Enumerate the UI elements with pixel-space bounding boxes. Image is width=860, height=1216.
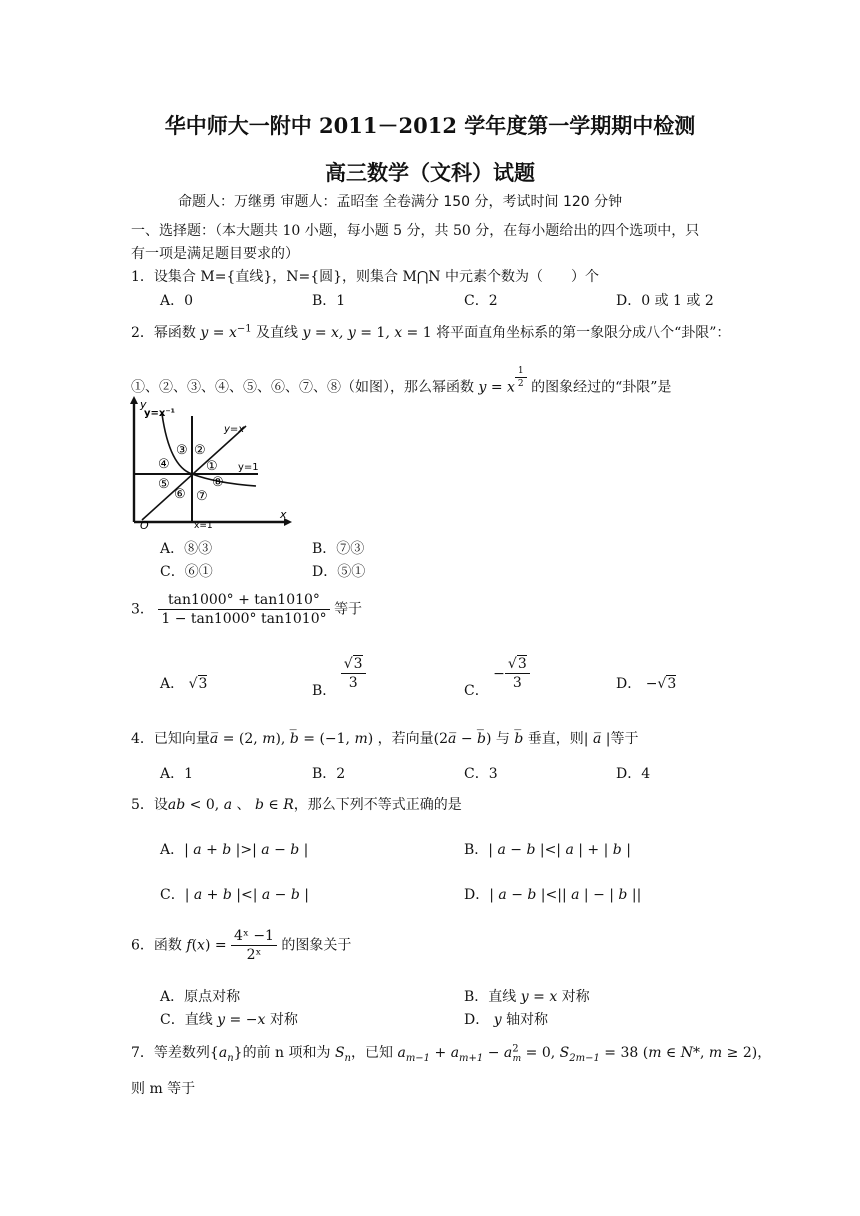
q4-option-a: A．1 — [160, 766, 194, 782]
q3-number: 3． — [131, 601, 154, 618]
region-8: ⑧ — [212, 475, 224, 490]
q6-option-a: A．原点对称 — [160, 989, 241, 1005]
q4-stem-part3: 与 — [495, 731, 510, 747]
q3-option-d-value: −√3 — [645, 676, 677, 692]
q5-stem-part2: ，那么下列不等式正确的是 — [293, 797, 462, 813]
q6-fraction — [231, 928, 277, 963]
region-6: ⑥ — [174, 487, 186, 502]
q3-option-c-value: $\frac{√3}{3}$ — [505, 656, 530, 691]
q4-stem-part2: ，若向量 — [377, 731, 434, 747]
region-2: ② — [194, 443, 206, 458]
label-x-1: x=1 — [194, 521, 213, 530]
q2-formula-lines: y = x, y = — [302, 325, 377, 341]
q6-option-b: B．直线 y = x 对称 — [464, 989, 590, 1005]
q1-stem: 1．设集合 M={直线}，N={圆}，则集合 M⋂N 中元素个数为（ ）个 — [131, 269, 600, 285]
q3-option-b — [312, 656, 366, 699]
q7-stem-line2: 则 m 等于 — [131, 1081, 196, 1097]
label-x-axis: x — [280, 508, 287, 521]
q4-option-b: B．2 — [312, 766, 346, 782]
q5-option-d — [464, 884, 641, 904]
q2-octant-figure — [128, 396, 294, 530]
q2-stem-part1: 2．幂函数 — [131, 325, 196, 341]
section-heading: 一、选择题：（本大题共 10 小题，每小题 5 分，共 50 分，在每小题给出的四个选项中，只 — [131, 223, 700, 239]
q6-function: f — [186, 937, 192, 954]
q3-option-c: C． − $\frac{√3}{3}$ — [464, 656, 530, 691]
q6-option-d: D． y 轴对称 — [464, 1012, 549, 1028]
q5-option-d-value: | a − b |<|| a | − | b || — [489, 887, 642, 903]
region-4: ④ — [158, 457, 170, 472]
label-origin: O — [140, 519, 149, 530]
region-5: ⑤ — [158, 477, 170, 492]
region-1: ① — [206, 459, 218, 474]
q5-stem: 5．设ab < 0, a 、 b ∈ R，那么下列不等式正确的是 — [131, 797, 462, 813]
q4-stem-part5: 等于 — [610, 731, 639, 747]
q3-stem — [131, 592, 362, 627]
q6-stem-part1: 6．函数 — [131, 937, 182, 954]
q5-option-c-label: C． — [160, 887, 185, 903]
q2-stem-line2: ①、②、③、④、⑤、⑥、⑦、⑧（如图），那么幂函数 y = x $^{\frac{1}{2}}$ 的图象经过的“卦限”是 — [131, 366, 672, 396]
q5-option-b-label: B． — [464, 842, 489, 858]
q7-stem: 7．等差数列$\{a_n\}$的前 n 项和为 $S_n$，已知 $a_{m-1} + a_{m+1} - a^2_m = 0$, $S_{2m-1} = 38$ (m ∈ N*, m ≥ 2)， — [131, 1043, 772, 1064]
q4-option-c: C．3 — [464, 766, 498, 782]
q2-stem-part2: 及直线 — [256, 325, 299, 341]
q5-option-a-value: | a + b |>| a − b | — [184, 842, 309, 858]
q6-option-d-suffix: 轴对称 — [506, 1012, 549, 1028]
q5-option-c — [160, 884, 309, 904]
q4-option-d: D．4 — [616, 766, 651, 782]
q6-option-c-suffix: 对称 — [269, 1012, 298, 1028]
label-y-axis: y — [140, 398, 147, 411]
q3-numerator: tan1000° + tan1010° — [158, 592, 329, 610]
q2-option-d: D．⑤① — [312, 564, 366, 580]
exam-subtitle: 高三数学（文科）试题 — [325, 160, 535, 185]
q3-option-d — [616, 673, 676, 693]
q6-option-c-label: C．直线 — [160, 1012, 213, 1028]
q5-option-d-label: D． — [464, 887, 490, 903]
q5-option-b-value: | a − b |<| a | + | b | — [488, 842, 631, 858]
q3-fraction — [158, 592, 329, 627]
q7-stem-part2: 的前 n 项和为 — [242, 1045, 331, 1061]
q1-option-d: D．0 或 1 或 2 — [616, 293, 714, 309]
exam-title: 华中师大一附中 2011－2012 学年度第一学期期中检测 — [164, 113, 696, 138]
q6-numerator: 4ˣ −1 — [231, 928, 277, 946]
label-y-x: y=x — [224, 424, 245, 435]
q5-option-c-value: | a + b |<| a − b | — [184, 887, 309, 903]
q2-option-b: B．⑦③ — [312, 541, 365, 557]
q4-stem: 4．已知向量a̅ = (2, m), b̅ = (−1, m) ，若向量(2a̅ − b̅) 与 b̅ 垂直，则| a̅ |等于 — [131, 731, 639, 747]
section-heading-cont: 有一项是满足题目要求的） — [131, 246, 299, 262]
region-3: ③ — [176, 443, 188, 458]
q3-option-a-value: √3 — [188, 676, 208, 692]
q2-stem-part3: 将平面直角坐标系的第一象限分成八个“卦限”： — [436, 325, 731, 341]
q6-stem-part2: 的图象关于 — [281, 937, 352, 954]
q5-stem-part1: 5．设 — [131, 797, 168, 813]
q5-option-b — [464, 839, 631, 859]
q6-option-b-suffix: 对称 — [561, 989, 590, 1005]
q5-condition: ab — [167, 797, 186, 813]
exam-meta: 命题人：万继勇 审题人：孟昭奎 全卷满分 150 分，考试时间 120 分钟 — [178, 194, 623, 210]
y-axis-arrow — [130, 396, 138, 404]
q3-option-c-label: C． — [464, 682, 489, 699]
q6-option-b-label: B．直线 — [464, 989, 517, 1005]
q4-stem-part1: 4．已知向量 — [131, 731, 210, 747]
q7-stem-part1: 7．等差数列 — [131, 1045, 210, 1061]
q2-option-c: C．⑥① — [160, 564, 213, 580]
q2-option-a: A．⑧③ — [160, 541, 213, 557]
q7-condition: a — [397, 1045, 406, 1061]
q4-vectors: a̅ — [209, 731, 219, 747]
q3-option-a-label: A． — [160, 676, 185, 692]
q2-stem-line2-part2: 的图象经过的“卦限”是 — [531, 379, 672, 396]
q1-option-c: C．2 — [464, 293, 498, 309]
label-y-1: y=1 — [238, 462, 259, 473]
region-7: ⑦ — [196, 489, 208, 504]
q4-stem-part4: 垂直，则 — [527, 731, 584, 747]
q7-stem-part3: ，已知 — [351, 1045, 393, 1061]
q3-option-b-label: B． — [312, 682, 337, 699]
q3-denominator: 1 − tan1000° tan1010° — [161, 611, 327, 627]
q3-suffix: 等于 — [334, 601, 363, 618]
q6-option-c: C．直线 y = −x 对称 — [160, 1012, 298, 1028]
label-y-x-inv: y=x⁻¹ — [144, 408, 176, 419]
q2-stem-line1: 2．幂函数 $y = x^{-1}$ 及直线 y = x, y = 1, x = 1 将平面直角坐标系的第一象限分成八个“卦限”： — [131, 323, 731, 341]
q5-option-a-label: A． — [160, 842, 185, 858]
q1-option-b: B．1 — [312, 293, 346, 309]
q3-option-d-label: D． — [616, 676, 642, 692]
q5-option-a — [160, 839, 308, 859]
q3-option-a — [160, 673, 207, 693]
q1-option-a: A．0 — [160, 293, 194, 309]
q3-option-b-value: $\frac{√3}{3}$ — [341, 656, 366, 691]
q6-denominator: 2ˣ — [246, 947, 262, 963]
q2-stem-line2-part1: ①、②、③、④、⑤、⑥、⑦、⑧（如图），那么幂函数 — [131, 379, 474, 396]
q2-formula-power: y — [200, 325, 209, 341]
q6-option-d-label: D． — [464, 1012, 490, 1028]
q2-formula-sqrt: y — [478, 379, 487, 396]
q6-stem: 6．函数 f(x) = $\frac{\text{4ˣ −1}}{\text{2ˣ}}$ 的图象关于 — [131, 928, 352, 963]
